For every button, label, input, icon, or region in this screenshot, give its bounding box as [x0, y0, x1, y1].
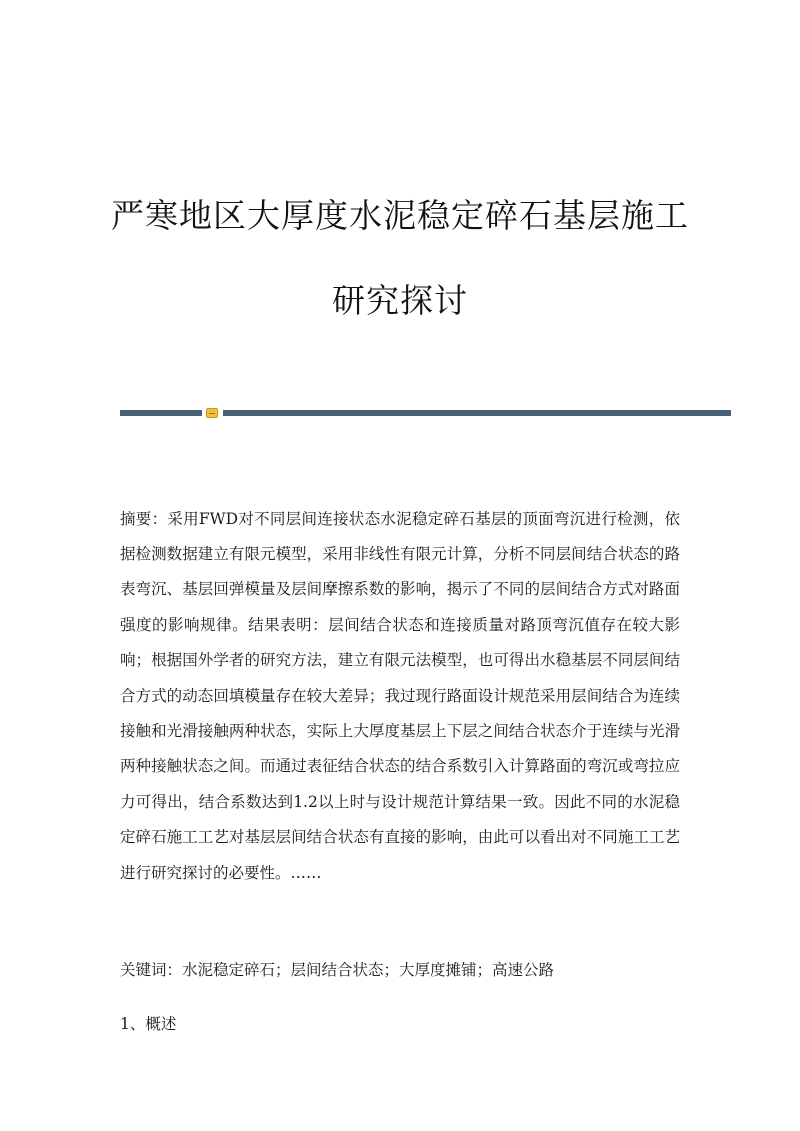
abstract-paragraph: 摘要：采用FWD对不同层间连接状态水泥稳定碎石基层的顶面弯沉进行检测，依据检测数据建立有限元模型，采用非线性有限元计算，分析不同层间结合状态的路表弯沉、基层回弹模量及层间摩擦系数的影响，揭示了不同的层间结合方式对路面强度的影响规律。结果表明：层间结合状态和连接质量对路顶弯沉值存在较大影响；根据国外学者的研究方法，建立有限元法模型，也可得出水稳基层不同层间结合方式的动态回填模量存在较大差异；我过现行路面设计规范采用层间结合为连续接触和光滑接触两种状态，实际上大厚度基层上下层之间结合状态介于连续与光滑两种接触状态之间。而通过表征结合状态的结合系数引入计算路面的弯沉或弯拉应力可得出，结合系数达到1.2以上时与设计规范计算结果一致。因此不同的水泥稳定碎石施工工艺对基层层间结合状态有直接的影响，由此可以看出对不同施工工艺进行研究探讨的必要性。…… — [120, 509, 680, 882]
document-title-line-1: 严寒地区大厚度水泥稳定碎石基层施工 — [111, 196, 689, 235]
divider-bar-right — [223, 410, 731, 416]
title-divider — [120, 408, 731, 418]
document-title-line-2: 研究探讨 — [332, 281, 468, 320]
divider-ornament-icon — [206, 408, 218, 418]
section-heading-overview: 1、概述 — [120, 1015, 177, 1033]
divider-bar-left — [120, 410, 202, 416]
keywords-line: 关键词：水泥稳定碎石；层间结合状态；大厚度摊铺；高速公路 — [120, 961, 555, 979]
